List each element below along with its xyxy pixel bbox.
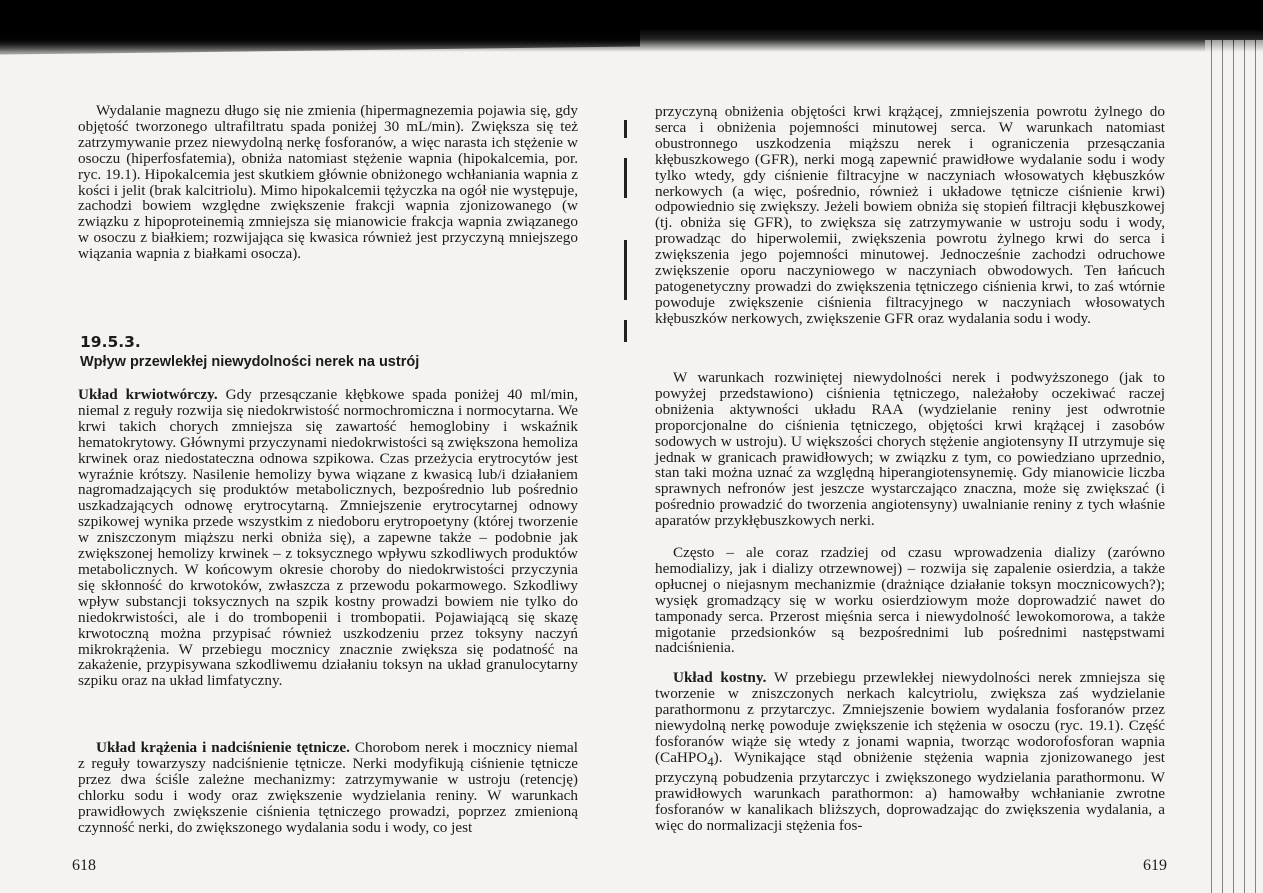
- circulation-paragraph: [78, 740, 578, 835]
- paragraph-text: Chorobom nerek i mocznicy niemal z reguły towarzyszy nadciśnienie tętnicze. Nerki modyfikują ciśnienie tętnicze przez dwa ściśle zależne mechanizmy: zatrzymywanie w ustroju (retencję) chlorku sodu i wody oraz zwiększenie wydzielania reniny. W warunkach prawidłowych zwiększenie ciśnienia tętniczego prowadzi, poprzez zmienioną czynność nerki, do zwiększonego wydalania sodu i wody, co jest: [78, 739, 578, 836]
- paragraph-lead: Układ kostny.: [673, 669, 767, 686]
- paragraph-text: ). Wynikające stąd obniżenie stężenia wapnia zjonizowanego jest przyczyną pobudzenia przytarczyc i zwiększonego wydzielania parathormonu. W prawidłowych warunkach parathormon: a) hamowałby wchłanianie zwrotne fosforanów w kanalikach bliższych, doprowadzając do zwiększenia wydalania, a więc do normalizacji stężenia fos-: [655, 748, 1165, 835]
- page-number: 619: [1143, 857, 1167, 874]
- gutter-mark: [624, 158, 627, 198]
- paragraph-lead: Układ krwiotwórczy.: [78, 386, 218, 403]
- hematopoietic-paragraph: [78, 387, 578, 689]
- gutter-marks: [620, 120, 632, 380]
- raa-paragraph: W warunkach rozwiniętej niewydolności nerek i podwyższonego (jak to powyżej przedstawiono) ciśnienia tętniczego, należałoby oczekiwać raczej obniżenia aktywności układu RAA (wydzielanie reniny jest odwrotnie proporcjonalne do ciśnienia tętniczego, objętości krwi krążącej i zasobów sodowych w ustroju). U większości chorych stężenie angiotensyny II utrzymuje się jednak w granicach prawidłowych; w związku z tym, co powiedziano uprzednio, stan taki można uznać za względną hiperangiotensynemię. Gdy mianowicie liczba sprawnych nefronów jest jeszcze wystarczająco znaczna, może się zwiększać (i pośrednio prowadzić do tworzenia angiotensyny) uwalnianie reniny z tych właśnie aparatów przykłębuszkowych nerki.: [655, 369, 1165, 530]
- circulation-continued-paragraph: przyczyną obniżenia objętości krwi krążącej, zmniejszenia powrotu żylnego do serca i obniżenia pojemności minutowej serca. W warunkach natomiast obustronnego uszkodzenia miąższu nerek i ograniczenia przesączania kłębuszkowego (GFR), nerki mogą zapewnić prawidłowe wydalanie sodu i wody tylko wtedy, gdy ciśnienie filtracyjne w naczyniach włosowatych kłębuszków nerkowych (a więc, pośrednio, również i układowe tętnicze ciśnienie krwi) odpowiednio się zwiększy. Jeżeli bowiem obniża się stopień filtracji kłębuszkowej (tj. obniża się GFR), to zwiększa się zatrzymywanie w ustroju sodu i wody, prowadząc do hiperwolemii, zwiększenia powrotu żylnego krwi do serca i zwiększenia jego pojemności minutowej. Jednocześnie zachodzi odruchowe zwiększenie oporu naczyniowego w naczyniach obwodowych. Ten łańcuch patogenetyczny prowadzi do zwiększenia tętniczego ciśnienia krwi, to zaś wtórnie powoduje zwiększenie ciśnienia filtracyjnego w naczyniach włosowatych kłębuszków nerkowych, zwiększenie GFR oraz wydalania sodu i wody.: [655, 103, 1165, 327]
- section-title: Wpływ przewlekłej niewydolności nerek na ustrój: [80, 354, 420, 370]
- paragraph-text: W przebiegu przewlekłej niewydolności nerek zmniejsza się tworzenie w zniszczonych nerkach kalcytriolu, zwiększa zaś wydzielanie parathormonu z przytarczyc. Zmniejszenie bowiem wydalania fosforanów przez niewydolną nerkę powoduje zwiększenie ich stężenia w osoczu (ryc. 19.1). Część fosforanów wiąże się wtedy z jonami wapnia, tworząc wodorofosforan wapnia (CaHPO: [655, 669, 1165, 766]
- subscript: 4: [707, 754, 714, 769]
- left-page: [72, 0, 578, 893]
- gutter-mark: [624, 120, 627, 138]
- section-number: 19.5.3.: [80, 333, 141, 351]
- skeletal-paragraph: [655, 670, 1165, 834]
- right-page: [655, 0, 1167, 893]
- gutter-mark: [624, 240, 627, 300]
- gutter-mark: [624, 320, 627, 342]
- intro-paragraph: Wydalanie magnezu długo się nie zmienia (hipermagnezemia pojawia się, gdy objętość tworzonego ultrafiltratu spada poniżej 30 mL/min). Zwiększa się też zatrzymywanie przez niewydolną nerkę fosforanów, a więc narasta ich stężenie w osoczu (hiperfosfatemia), obniża natomiast stężenie wapnia (hipokalcemia, por. ryc. 19.1). Hipokalcemia jest skutkiem głównie obniżonego wchłaniania wapnia z kości i jelit (brak kalcitriolu). Mimo hipokalcemii tężyczka na ogół nie występuje, zachodzi bowiem względne zwiększenie frakcji wapnia zjonizowanego (w związku z hipoproteinemią zmniejsza się mianowicie frakcja wapnia związanego w osoczu z białkiem; rozwijająca się kwasica również jest przyczyną mniejszego wiązania wapnia z białkami osocza).: [78, 102, 578, 263]
- paragraph-text: Gdy przesączanie kłębkowe spada poniżej 40 ml/min, niemal z reguły rozwija się niedokrwistość normochromiczna i normocytarna. We krwi takich chorych zmniejsza się zawartość hemoglobiny i wskaźnik hematokrytowy. Głównymi przyczynami niedokrwistości są zwiększona hemoliza krwinek oraz niedostateczna odnowa szpikowa. Czas przeżycia erytrocytów jest wyraźnie krótszy. Nasilenie hemolizy bywa wiązane z kwasicą lub/i działaniem nagromadzających się produktów metabolicznych, bezpośrednio lub pośrednio uszkadzających odnowę erytrocytarną. Zmniejszenie erytrocytarnej odnowy szpikowej wynika przede wszystkim z niedoboru erytropoetyny (której tworzenie w zniszczonym miąższu nerki obniża się), a zapewne także – podobnie jak zwiększonej hemolizy krwinek – z toksycznego wpływu szkodliwych produktów metabolicznych. W końcowym okresie choroby do niedokrwistości przyczynia się skłonność do krwotoków, zwłaszcza z przewodu pokarmowego. Szkodliwy wpływ substancji toksycznych na szpik kostny prowadzi bowiem nie tylko do niedokrwistości, ale i do trombopenii i trombopatii. Pojawiającą się skazę krwotoczną można przypisać również uszkodzeniu przez toksyny naczyń mikrokrążenia. W przebiegu mocznicy znacznie zwiększa się podatność na zakażenie, przypisywana szkodliwemu działaniu toksyn na układ granulocytarny szpiku oraz na układ limfatyczny.: [78, 386, 578, 690]
- page-number: 618: [72, 857, 96, 874]
- pericarditis-paragraph: Często – ale coraz rzadziej od czasu wprowadzenia dializy (zarówno hemodializy, jak i dializy otrzewnowej) – rozwija się zapalenie osierdzia, a także opłucnej o niejasnym mechanizmie (drażniące działanie toksyn mocznicowych?); wysięk gromadzący się w worku osierdziowym może doprowadzić nawet do tamponady serca. Przerost mięśnia serca i niewydolność lewokomorowa, a także migotanie przedsionków są bezpośrednimi lub pośrednimi następstwami nadciśnienia.: [655, 544, 1165, 657]
- paragraph-lead: Układ krążenia i nadciśnienie tętnicze.: [96, 739, 350, 756]
- book-edge: [1205, 40, 1263, 893]
